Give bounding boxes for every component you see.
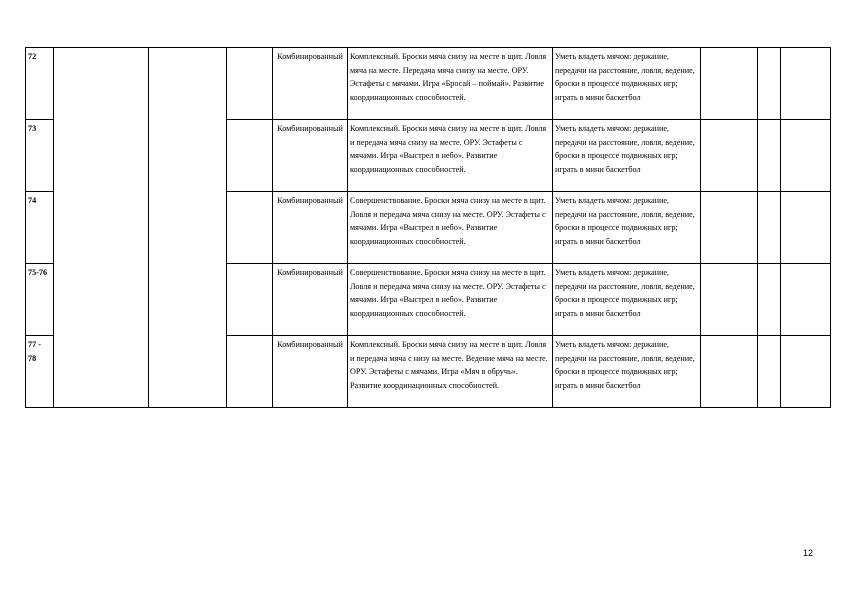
- date-cell: [781, 336, 831, 408]
- page-number: 12: [803, 548, 814, 558]
- lesson-type: Комбинированный: [273, 120, 348, 192]
- lesson-number: 75-76: [26, 264, 54, 336]
- control-type-cell: [701, 264, 758, 336]
- lesson-requirements: Уметь владеть мячом: держание, передачи на расстояние, ловля, ведение, броски в процессе подвижных игр; играть в мини баскетбол: [553, 48, 701, 120]
- table-row: [26, 48, 831, 120]
- lesson-hours-cell: [227, 48, 273, 120]
- lesson-hours-cell: [227, 336, 273, 408]
- lesson-number: 77 - 78: [26, 336, 54, 408]
- lesson-requirements: Уметь владеть мячом: держание, передачи на расстояние, ловля, ведение, броски в процессе подвижных игр; играть в мини баскетбол: [553, 264, 701, 336]
- lesson-content: Комплексный. Броски мяча снизу на месте в щит. Ловля мяча на месте. Передача мяча снизу на месте. ОРУ. Эстафеты с мячами. Игра «Бросай – поймай». Развитие координационных способностей.: [348, 48, 553, 120]
- lesson-type: Комбинированный: [273, 336, 348, 408]
- lesson-content: Комплексный. Броски мяча снизу на месте в щит. Ловля и передача мяча с низу на месте. Ведение мяча на месте. ОРУ. Эстафеты с мячами. Игра «Мяч в обручь». Развитие координационных способностей.: [348, 336, 553, 408]
- date-cell: [781, 192, 831, 264]
- lesson-content: Совершенствование. Броски мяча снизу на месте в щит. Ловля и передача мяча снизу на месте. ОРУ. Эстафеты с мячами. Игра «Выстрел в небо». Развитие координационных способностей.: [348, 264, 553, 336]
- lesson-requirements: Уметь владеть мячом: держание, передачи на расстояние, ловля, ведение, броски в процессе подвижных игр; играть в мини баскетбол: [553, 192, 701, 264]
- lesson-hours-cell: [227, 120, 273, 192]
- control-type-cell: [701, 192, 758, 264]
- lesson-number: 74: [26, 192, 54, 264]
- lesson-requirements: Уметь владеть мячом: держание, передачи на расстояние, ловля, ведение, броски в процессе подвижных игр; играть в мини баскетбол: [553, 336, 701, 408]
- control-type-cell: [701, 336, 758, 408]
- lesson-type: Комбинированный: [273, 192, 348, 264]
- lesson-number: 73: [26, 120, 54, 192]
- lesson-content: Комплексный. Броски мяча снизу на месте в щит. Ловля и передача мяча снизу на месте. ОРУ. Эстафеты с мячами. Игра «Выстрел в небо». Развитие координационных способностей.: [348, 120, 553, 192]
- lesson-hours-cell: [227, 264, 273, 336]
- control-type-cell: [701, 48, 758, 120]
- lesson-content: Совершенствование. Броски мяча снизу на месте в щит. Ловля и передача мяча снизу на месте. ОРУ. Эстафеты с мячами. Игра «Выстрел в небо». Развитие координационных способностей.: [348, 192, 553, 264]
- lesson-hours-cell: [227, 192, 273, 264]
- homework-cell: [758, 48, 781, 120]
- lesson-requirements: Уметь владеть мячом: держание, передачи на расстояние, ловля, ведение, броски в процессе подвижных игр; играть в мини баскетбол: [553, 120, 701, 192]
- lesson-section-cell: [149, 48, 227, 408]
- control-type-cell: [701, 120, 758, 192]
- homework-cell: [758, 192, 781, 264]
- homework-cell: [758, 264, 781, 336]
- homework-cell: [758, 336, 781, 408]
- lesson-topic-cell: [54, 48, 149, 408]
- date-cell: [781, 264, 831, 336]
- date-cell: [781, 48, 831, 120]
- lesson-type: Комбинированный: [273, 48, 348, 120]
- lesson-plan-table: [25, 47, 831, 408]
- lesson-number: 72: [26, 48, 54, 120]
- lesson-type: Комбинированный: [273, 264, 348, 336]
- homework-cell: [758, 120, 781, 192]
- date-cell: [781, 120, 831, 192]
